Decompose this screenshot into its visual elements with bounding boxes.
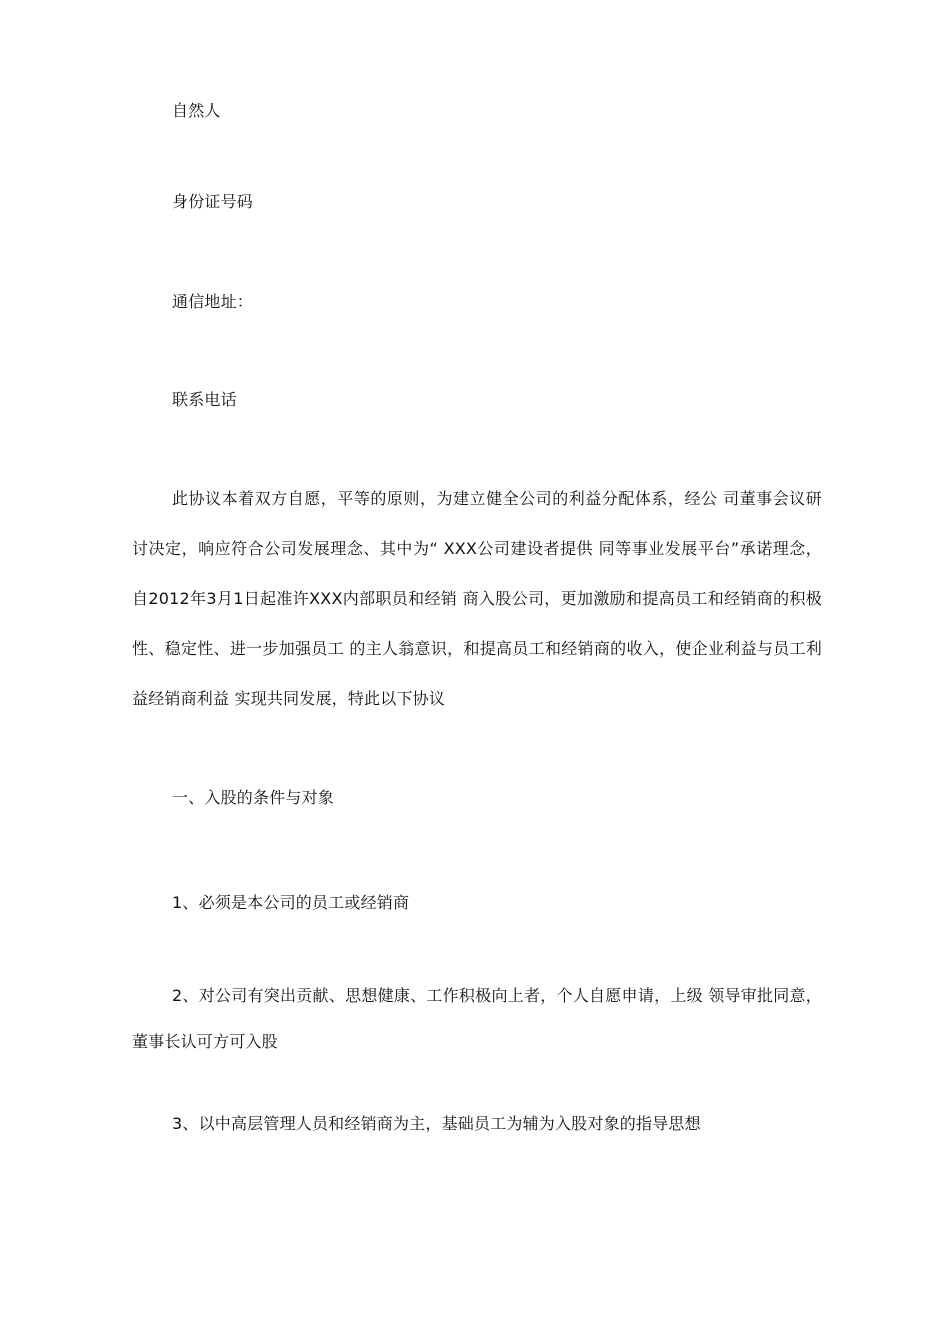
condition-item-3: 3、以中高层管理人员和经销商为主，基础员工为辅为入股对象的指导思想 xyxy=(172,1114,701,1133)
intro-paragraph: 此协议本着双方自愿，平等的原则，为建立健全公司的利益分配体系，经公 司董事会议研讨决定，响应符合公司发展理念、其中为“ XXX公司建设者提供 同等事业发展平台”承诺理念，自2012年3月1日起准许XXX内部职员和经销 商入股公司，更加激励和提高员工和经销商的积极性、稳定性、进一步加强员工 的主人翁意识，和提高员工和经销商的收入，使企业利益与员工利益经销商利益 实现共同发展，特此以下协议 xyxy=(132,489,822,708)
address-label: 通信地址： xyxy=(172,292,254,311)
condition-item-2: 2、对公司有突出贡献、思想健康、工作积极向上者，个人自愿申请，上级 领导审批同意，董事长认可方可入股 xyxy=(132,986,822,1051)
natural-person-label: 自然人 xyxy=(172,101,221,120)
section-heading: 一、入股的条件与对象 xyxy=(172,788,335,807)
phone-label: 联系电话 xyxy=(172,390,237,409)
id-number-label: 身份证号码 xyxy=(172,192,254,211)
condition-item-1: 1、必须是本公司的员工或经销商 xyxy=(172,893,410,912)
